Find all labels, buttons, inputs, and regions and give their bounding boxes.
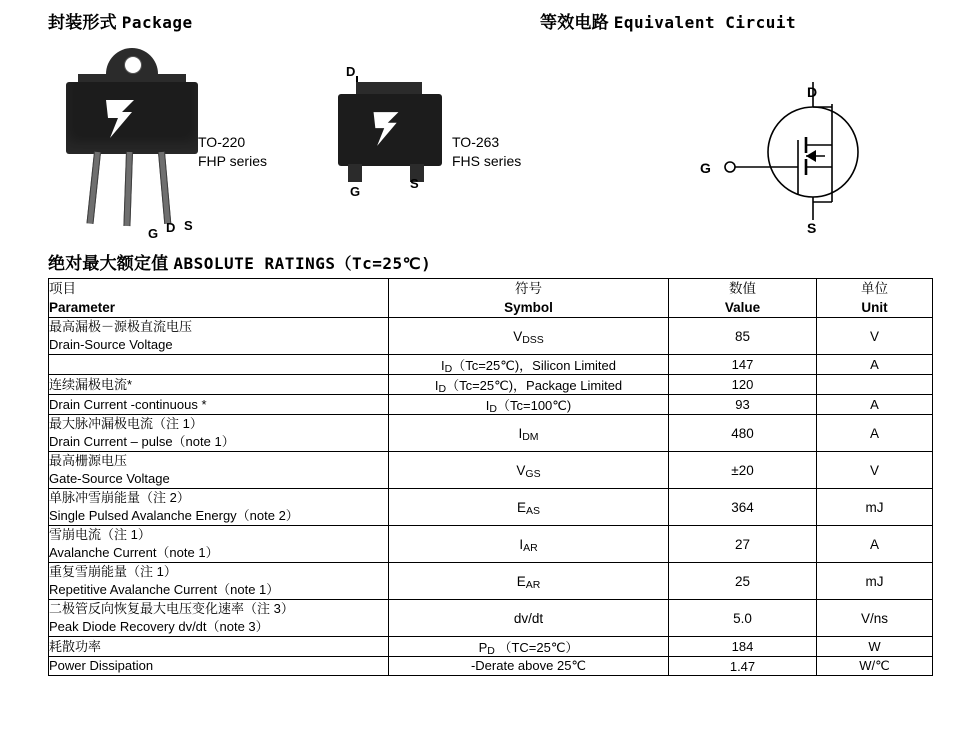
to220-caption — [198, 133, 267, 171]
row-symbol-base: I — [518, 425, 523, 441]
row-parameter-spacer — [49, 355, 389, 375]
row-parameter — [49, 637, 389, 657]
row-unit: A — [817, 526, 933, 563]
circuit-heading-en: Equivalent Circuit — [613, 13, 797, 32]
table-row — [49, 526, 933, 563]
row-symbol-sub: AR — [525, 578, 541, 591]
row-parameter-en: Drain Current – pulse（note 1） — [49, 434, 235, 449]
row-parameter — [49, 452, 389, 489]
to220-lead-gate — [86, 152, 100, 224]
row-unit: V/ns — [817, 600, 933, 637]
row-parameter-en: Gate-Source Voltage — [49, 471, 170, 486]
header-value-cn: 数值 — [729, 281, 756, 296]
circuit-heading-cn: 等效电路 — [540, 13, 609, 32]
row-parameter-en: Peak Diode Recovery dv/dt（note 3） — [49, 619, 269, 634]
row-parameter-en: Repetitive Avalanche Current（note 1） — [49, 582, 280, 597]
header-value — [669, 279, 817, 318]
to220-pin-label-s: S — [184, 218, 193, 233]
to263-caption-line1: TO-263 — [452, 134, 500, 150]
table-row — [49, 489, 933, 526]
row-parameter — [49, 375, 389, 395]
manufacturer-logo-icon — [370, 110, 402, 148]
circuit-terminal-s: S — [807, 220, 817, 236]
row-value: 1.47 — [669, 657, 817, 676]
row-symbol — [389, 489, 669, 526]
package-heading-en: Package — [121, 13, 193, 32]
row-unit: A — [817, 355, 933, 375]
row-parameter-en: Power Dissipation — [49, 658, 154, 673]
row-symbol-rest: -Derate above 25℃ — [470, 658, 587, 673]
row-value: 27 — [669, 526, 817, 563]
to220-caption-line2: FHP series — [198, 153, 267, 169]
to220-lead-source — [158, 152, 171, 224]
row-parameter — [49, 415, 389, 452]
row-value: 184 — [669, 637, 817, 657]
row-symbol-rest: （Tc=25℃)，Package Limited — [446, 378, 623, 393]
row-value: 5.0 — [669, 600, 817, 637]
circuit-section-heading — [540, 8, 796, 33]
row-symbol-base: I — [434, 378, 439, 393]
to263-package-drawing — [326, 64, 456, 227]
row-symbol-sub: GS — [525, 467, 541, 480]
row-parameter-cn: 耗散功率 — [49, 638, 102, 654]
row-symbol — [389, 375, 669, 395]
row-symbol — [389, 415, 669, 452]
table-row — [49, 375, 933, 395]
row-symbol-sub: D — [489, 403, 497, 415]
row-symbol-sub: DSS — [522, 333, 544, 346]
row-symbol-rest: （Tc=100℃) — [497, 398, 572, 413]
row-unit: V — [817, 452, 933, 489]
row-symbol-base: E — [516, 499, 526, 515]
row-parameter — [49, 657, 389, 676]
header-symbol-cn: 符号 — [515, 281, 542, 296]
row-symbol-sub: D — [444, 363, 453, 375]
mosfet-symbol-icon — [680, 42, 900, 242]
row-symbol-base: I — [440, 358, 445, 373]
header-parameter-cn: 项目 — [49, 281, 76, 296]
to263-caption — [452, 133, 521, 171]
row-symbol-base: V — [513, 328, 523, 344]
row-parameter-en: Drain-Source Voltage — [49, 337, 173, 352]
row-unit: mJ — [817, 563, 933, 600]
to220-mounting-hole — [124, 56, 142, 74]
to220-pin-label-d: D — [166, 220, 176, 235]
header-unit — [817, 279, 933, 318]
row-parameter-cn: 雪崩电流（注 1） — [49, 527, 151, 542]
package-section-heading — [48, 8, 193, 33]
to220-caption-line1: TO-220 — [198, 134, 246, 150]
to263-pin-label-d: D — [346, 64, 356, 79]
row-symbol-rest: （TC=25℃） — [494, 640, 579, 655]
row-unit: V — [817, 318, 933, 355]
row-parameter-en: Drain Current -continuous * — [49, 396, 207, 412]
row-value: 480 — [669, 415, 817, 452]
row-unit: W — [817, 637, 933, 657]
package-heading-cn: 封装形式 — [48, 13, 117, 32]
table-header-row — [49, 279, 933, 318]
row-symbol — [389, 452, 669, 489]
row-symbol-base: V — [516, 462, 526, 478]
to220-pin-label-g: G — [148, 226, 159, 241]
row-parameter — [49, 600, 389, 637]
row-symbol — [389, 318, 669, 355]
row-parameter-cn: 二极管反向恢复最大电压变化速率（注 3） — [49, 601, 294, 616]
row-symbol — [389, 637, 669, 657]
ratings-heading-en: ABSOLUTE RATINGS（Tc=25℃) — [173, 254, 432, 273]
row-unit: W/℃ — [817, 657, 933, 676]
to263-caption-line2: FHS series — [452, 153, 522, 169]
table-row — [49, 600, 933, 637]
row-parameter-cn: 最高栅源电压 — [49, 453, 128, 468]
row-symbol-sub: DM — [522, 430, 539, 443]
row-symbol — [389, 526, 669, 563]
row-symbol-base: I — [519, 536, 524, 552]
row-symbol — [389, 657, 669, 676]
row-symbol — [389, 395, 669, 415]
row-parameter-en: Single Pulsed Avalanche Energy（note 2） — [49, 508, 299, 523]
row-parameter-cn: 最大脉冲漏极电流（注 1） — [49, 416, 203, 431]
header-parameter-en: Parameter — [49, 300, 116, 315]
row-symbol-sub: AS — [526, 504, 541, 517]
table-row — [49, 318, 933, 355]
to220-package-drawing — [48, 48, 218, 241]
table-row — [49, 452, 933, 489]
row-parameter — [49, 563, 389, 600]
row-symbol-base: E — [516, 573, 526, 589]
row-symbol-sub: D — [438, 383, 447, 395]
to220-lead-drain — [123, 152, 133, 226]
header-symbol-en: Symbol — [504, 300, 553, 315]
row-parameter — [49, 526, 389, 563]
row-value: 93 — [669, 395, 817, 415]
row-unit: mJ — [817, 489, 933, 526]
row-parameter-cn: 重复雪崩能量（注 1） — [49, 564, 177, 579]
circuit-terminal-d: D — [807, 84, 818, 100]
ratings-section-heading — [48, 249, 431, 274]
row-parameter — [49, 489, 389, 526]
table-row — [49, 657, 933, 676]
row-parameter — [49, 395, 389, 415]
row-symbol-base: dv/dt — [513, 610, 544, 626]
header-value-en: Value — [724, 300, 761, 315]
ratings-heading-cn: 绝对最大额定值 — [48, 254, 169, 273]
table-row — [49, 563, 933, 600]
header-unit-en: Unit — [861, 300, 888, 315]
row-value: 120 — [669, 375, 817, 395]
to263-pin-label-g: G — [350, 184, 361, 199]
header-unit-cn: 单位 — [861, 281, 888, 296]
row-symbol-sub: AR — [523, 541, 538, 554]
row-symbol-base: P — [478, 640, 488, 655]
table-row — [49, 395, 933, 415]
row-parameter-cn: 连续漏极电流* — [49, 376, 133, 392]
row-symbol-rest: （Tc=25℃)，Silicon Limited — [452, 358, 616, 373]
row-value: 25 — [669, 563, 817, 600]
circuit-terminal-g: G — [700, 160, 711, 176]
row-parameter-cn: 单脉冲雪崩能量（注 2） — [49, 490, 190, 505]
header-symbol — [389, 279, 669, 318]
table-row — [49, 637, 933, 657]
row-unit — [817, 375, 933, 395]
row-symbol — [389, 563, 669, 600]
package-drawings-area — [0, 36, 978, 241]
row-parameter — [49, 318, 389, 355]
to263-pin-label-s: S — [410, 176, 419, 191]
row-value: 147 — [669, 355, 817, 375]
row-unit: A — [817, 395, 933, 415]
row-symbol-sub: D — [487, 645, 495, 657]
row-symbol — [389, 355, 669, 375]
row-value: ±20 — [669, 452, 817, 489]
absolute-ratings-table — [48, 278, 933, 676]
equivalent-circuit-diagram — [680, 42, 900, 242]
table-row — [49, 415, 933, 452]
header-parameter — [49, 279, 389, 318]
to263-foot-gate — [348, 164, 362, 182]
row-symbol — [389, 600, 669, 637]
manufacturer-logo-icon — [102, 98, 138, 140]
row-unit: A — [817, 415, 933, 452]
row-value: 364 — [669, 489, 817, 526]
row-value: 85 — [669, 318, 817, 355]
row-parameter-cn: 最高漏极－源极直流电压 — [49, 319, 193, 334]
table-row — [49, 355, 933, 375]
row-symbol-base: I — [485, 398, 490, 413]
row-parameter-en: Avalanche Current（note 1） — [49, 545, 219, 560]
